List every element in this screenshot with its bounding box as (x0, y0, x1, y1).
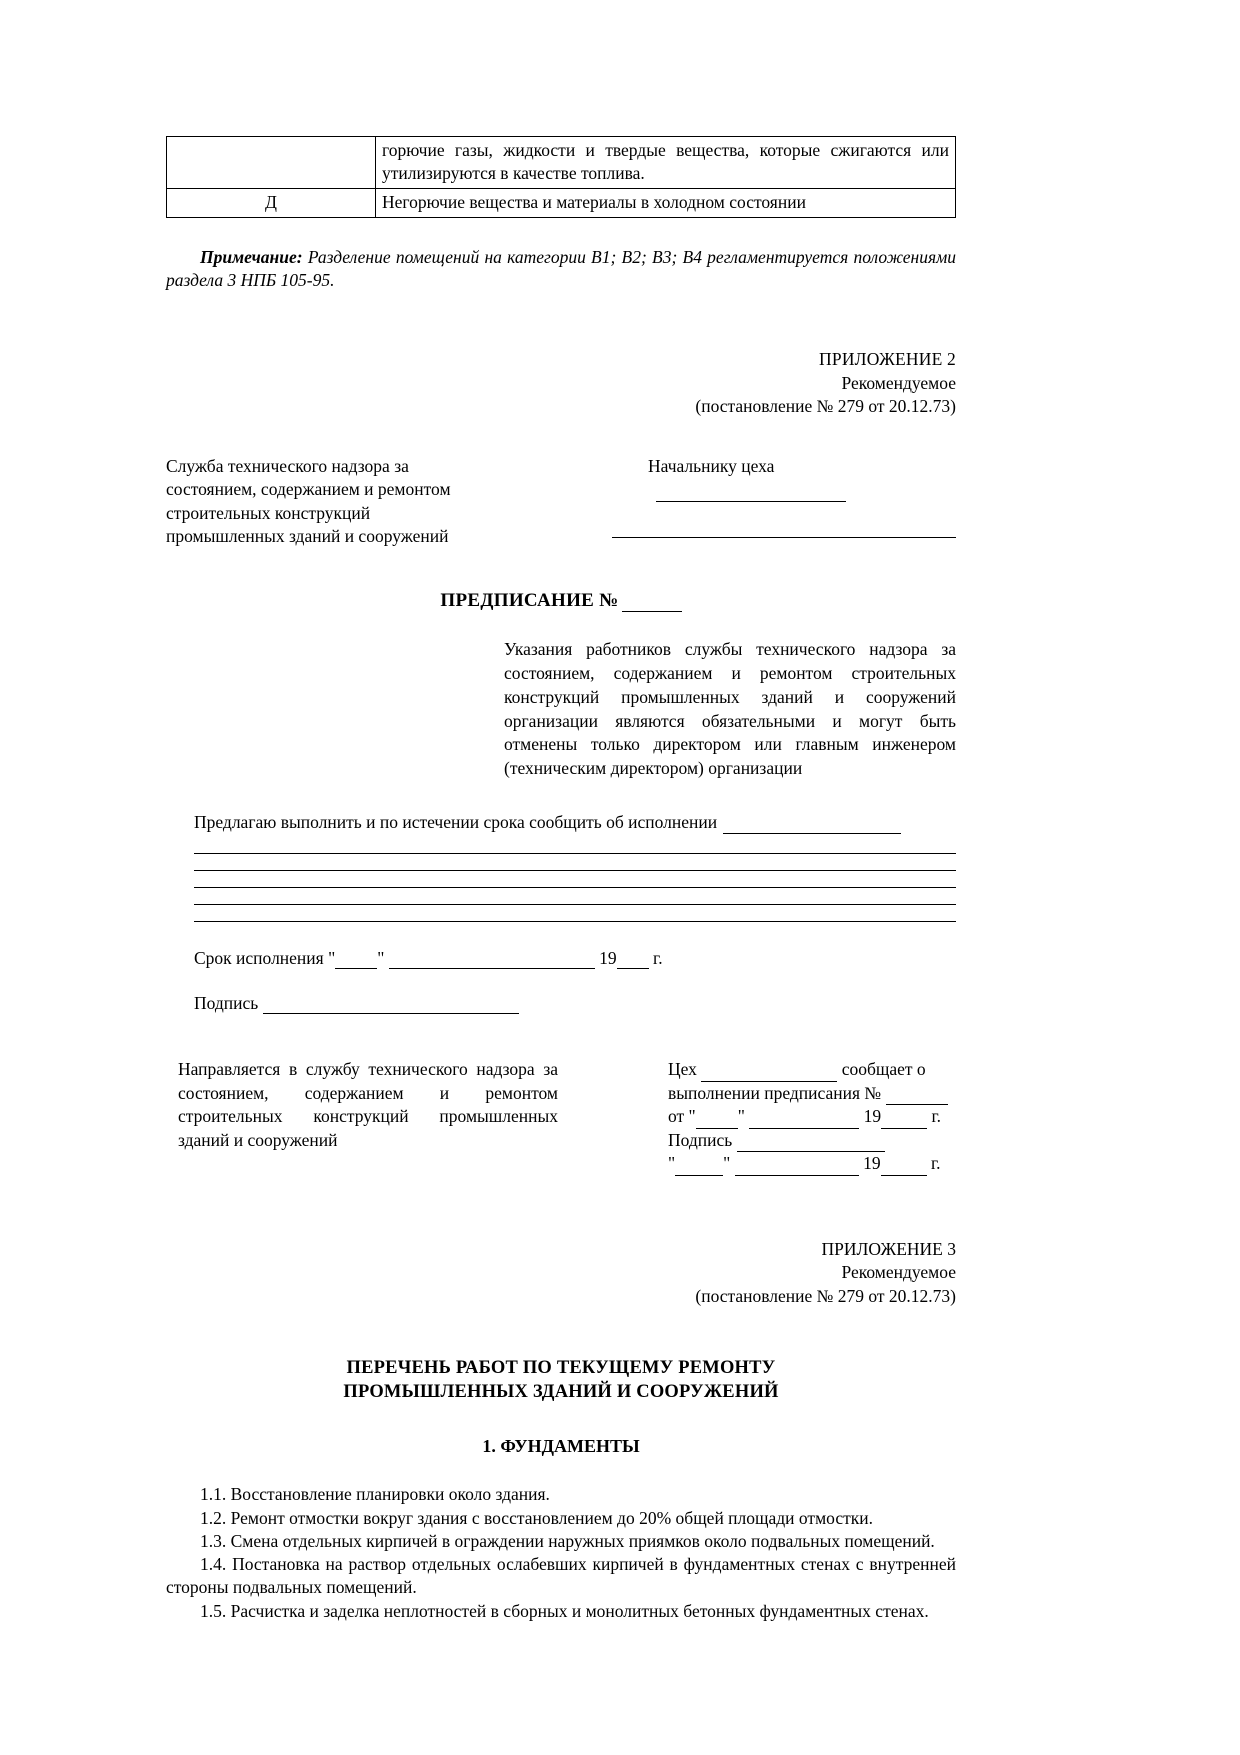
ack-fulfilment-label: выполнении предписания № (668, 1082, 882, 1103)
sender-line: промышленных зданий и сооружений (166, 525, 449, 546)
blank-line[interactable] (194, 837, 956, 854)
appendix2-header (166, 348, 956, 419)
blank-lines-group (166, 837, 956, 922)
ack-year-prefix: 19 (863, 1106, 882, 1127)
ack-date-year-prefix: 19 (863, 1153, 881, 1174)
appendix3-decree: (постановление № 279 от 20.12.73) (695, 1286, 956, 1307)
ack-date-month-fill[interactable] (735, 1160, 859, 1176)
table-cell-category: Д (167, 189, 376, 218)
sender-block (166, 455, 586, 548)
section-heading-foundations: 1. ФУНДАМЕНТЫ (482, 1436, 640, 1457)
page-content (166, 0, 956, 1623)
note-label: Примечание: (200, 247, 303, 268)
ack-date-day-fill[interactable] (675, 1160, 723, 1176)
table-row (167, 137, 956, 189)
acknowledgement-block (668, 1058, 956, 1175)
prescription-number-fill[interactable] (622, 611, 682, 612)
offer-fill-line[interactable] (723, 817, 901, 834)
quote-close: " (737, 1106, 745, 1127)
works-items-list (166, 1483, 956, 1623)
offer-text: Предлагаю выполнить и по истечении срока сообщить об исполнении (194, 812, 718, 833)
prescription-title-text: ПРЕДПИСАНИЕ № (440, 590, 619, 612)
quote-open: " (328, 948, 336, 969)
ack-day-fill[interactable] (696, 1113, 738, 1129)
appendix2-kind: Рекомендуемое (841, 372, 956, 393)
column-spacer (558, 1058, 668, 1175)
ack-year-suffix: г. (931, 1106, 942, 1127)
deadline-label: Срок исполнения (194, 948, 324, 969)
deadline-month-fill[interactable] (389, 953, 595, 969)
routing-block (166, 1058, 956, 1175)
table-row (167, 189, 956, 218)
ack-from-label: от " (668, 1106, 696, 1127)
note-paragraph (166, 246, 956, 292)
recipient-block (586, 455, 956, 548)
list-item: 1.5. Расчистка и заделка неплотностей в сборных и монолитных бетонных фундаментных стенах. (200, 1600, 929, 1621)
blank-line[interactable] (194, 905, 956, 922)
list-item: 1.4. Постановка на раствор отдельных ослабевших кирпичей в фундаментных стенах с внутренней стороны подвальных помещений. (166, 1554, 956, 1598)
quote-open: " (668, 1153, 676, 1174)
recipient-fill-line[interactable] (656, 485, 846, 502)
works-list-title (166, 1357, 956, 1404)
table-cell-description: горючие газы, жидкости и твердые вещества, которые сжигаются или утилизируются в качестве топлива. (376, 137, 956, 189)
sender-line: строительных конструкций (166, 502, 371, 523)
list-item: 1.1. Восстановление планировки около здания. (200, 1484, 550, 1505)
ack-line-4 (668, 1129, 956, 1152)
year-prefix: 19 (599, 948, 617, 969)
ack-number-fill[interactable] (886, 1089, 948, 1105)
ack-signature-label: Подпись (668, 1129, 733, 1150)
ack-date-year-fill[interactable] (881, 1160, 927, 1176)
note-text: Разделение помещений на категории В1; В2; В3; В4 регламентируется положениями раздела 3 НПБ 105-95. (166, 247, 956, 291)
list-item: 1.2. Ремонт отмостки вокруг здания с восстановлением до 20% общей площади отмостки. (200, 1507, 873, 1528)
ack-line-3 (668, 1105, 956, 1128)
appendix3-kind: Рекомендуемое (841, 1262, 956, 1283)
categories-table (166, 136, 956, 218)
signature-fill[interactable] (263, 998, 519, 1014)
sender-line: Служба технического надзора за (166, 456, 409, 477)
ack-line-2 (668, 1082, 956, 1105)
ack-reports-text: сообщает о (841, 1059, 926, 1080)
appendix2-decree: (постановление № 279 от 20.12.73) (695, 396, 956, 417)
offer-line (166, 811, 956, 834)
page-title (166, 590, 956, 612)
send-to-text: Направляется в службу технического надзора за состоянием, содержанием и ремонтом строительных конструкций промышленных зданий и сооружений (178, 1059, 558, 1150)
blank-line[interactable] (194, 854, 956, 871)
ack-month-fill[interactable] (749, 1113, 859, 1129)
signature-line (166, 993, 956, 1014)
deadline-day-fill[interactable] (335, 953, 377, 969)
blank-line[interactable] (194, 888, 956, 905)
recipient-second-line (612, 524, 956, 538)
quote-close: " (723, 1153, 731, 1174)
ack-year-fill[interactable] (881, 1113, 927, 1129)
prescription-body: Указания работников службы технического надзора за состоянием, содержанием и ремонтом строительных конструкций промышленных зданий и сооружений организации являются обязательными и могут быть отменены только директором или главным инженером (техническим директором) организации (504, 639, 956, 779)
works-list-title-line1: ПЕРЕЧЕНЬ РАБОТ ПО ТЕКУЩЕМУ РЕМОНТУ (346, 1358, 776, 1379)
addressee-block (166, 455, 956, 548)
appendix3-number: ПРИЛОЖЕНИЕ 3 (821, 1238, 956, 1259)
deadline-year-fill[interactable] (617, 953, 649, 969)
ack-line-1 (668, 1058, 956, 1081)
quote-close: " (377, 948, 385, 969)
deadline-line (166, 948, 956, 969)
ack-line-5 (668, 1152, 956, 1175)
ack-shop-label: Цех (668, 1059, 697, 1080)
recipient-label: Начальнику цеха (648, 456, 775, 477)
sender-line: состоянием, содержанием и ремонтом (166, 479, 451, 500)
year-suffix: г. (653, 948, 663, 969)
recipient-fill-line-2[interactable] (612, 524, 956, 538)
list-item: 1.3. Смена отдельных кирпичей в ограждении наружных приямков около подвальных помещений. (200, 1530, 935, 1551)
appendix2-number: ПРИЛОЖЕНИЕ 2 (819, 348, 956, 369)
signature-label: Подпись (194, 993, 259, 1014)
recipient-line (612, 455, 956, 502)
appendix3-header (166, 1238, 956, 1309)
blank-line[interactable] (194, 871, 956, 888)
table-cell-description: Негорючие вещества и материалы в холодном состоянии (376, 189, 956, 218)
ack-signature-fill[interactable] (737, 1136, 885, 1152)
ack-shop-fill[interactable] (701, 1066, 837, 1082)
ack-date-year-suffix: г. (930, 1153, 941, 1174)
works-list-title-line2: ПРОМЫШЛЕННЫХ ЗДАНИЙ И СООРУЖЕНИЙ (343, 1381, 779, 1402)
table-cell-category (167, 137, 376, 189)
